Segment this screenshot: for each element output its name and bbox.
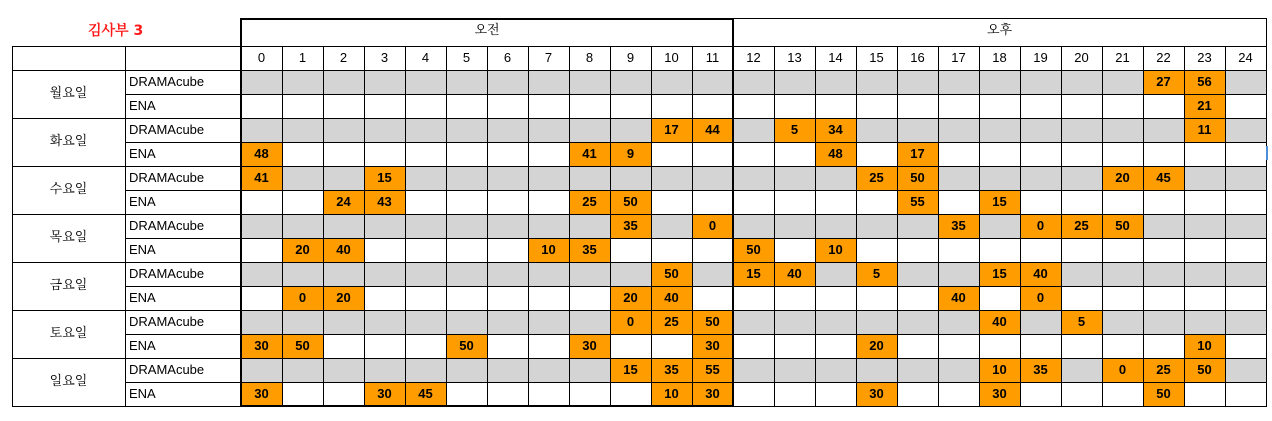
cell-value[interactable]: 30 bbox=[869, 386, 884, 401]
cell-value[interactable]: 15 bbox=[623, 362, 638, 377]
channel-label: DRAMAcube bbox=[129, 314, 205, 329]
day-label: 수요일 bbox=[49, 182, 88, 197]
cell-value[interactable]: 40 bbox=[992, 314, 1007, 329]
cell-value[interactable]: 43 bbox=[377, 194, 392, 209]
am-border bbox=[241, 18, 733, 20]
cell-value[interactable]: 10 bbox=[1197, 338, 1212, 353]
grid-line bbox=[125, 334, 1266, 335]
grid-line bbox=[12, 46, 1266, 47]
hour-header: 23 bbox=[1197, 50, 1212, 65]
cell-value[interactable]: 0 bbox=[626, 314, 635, 329]
grid-line bbox=[12, 310, 1266, 311]
grid-line bbox=[897, 46, 898, 407]
hour-header: 20 bbox=[1074, 50, 1089, 65]
hour-header: 6 bbox=[503, 50, 512, 65]
cell-value[interactable]: 15 bbox=[377, 170, 392, 185]
cell-value[interactable]: 40 bbox=[1033, 266, 1048, 281]
channel-label: DRAMAcube bbox=[129, 266, 205, 281]
day-label: 목요일 bbox=[49, 230, 88, 245]
cell-value[interactable]: 10 bbox=[992, 362, 1007, 377]
grid-line bbox=[12, 166, 1266, 167]
cell-value[interactable]: 17 bbox=[910, 146, 925, 161]
sheet-title: 김사부 3 bbox=[88, 23, 144, 39]
day-label: 일요일 bbox=[49, 374, 88, 389]
cell-value[interactable]: 48 bbox=[828, 146, 843, 161]
hour-header: 14 bbox=[828, 50, 843, 65]
channel-label: ENA bbox=[129, 290, 156, 305]
cell-value[interactable]: 11 bbox=[1197, 122, 1212, 137]
hour-header: 10 bbox=[664, 50, 679, 65]
hour-header: 0 bbox=[257, 50, 266, 65]
hour-header: 17 bbox=[951, 50, 966, 65]
grid-line bbox=[364, 46, 365, 407]
hour-header: 9 bbox=[626, 50, 635, 65]
cell-value[interactable]: 24 bbox=[336, 194, 351, 209]
cell-value[interactable]: 40 bbox=[664, 290, 679, 305]
grid-line bbox=[651, 46, 652, 407]
cell-value[interactable]: 10 bbox=[541, 242, 556, 257]
cell-value[interactable]: 15 bbox=[992, 266, 1007, 281]
cell-value[interactable]: 45 bbox=[418, 386, 433, 401]
hour-header: 12 bbox=[746, 50, 761, 65]
hour-header: 21 bbox=[1115, 50, 1130, 65]
grid-line bbox=[125, 142, 1266, 143]
schedule-row-bg bbox=[241, 142, 1266, 166]
hour-header: 24 bbox=[1238, 50, 1253, 65]
channel-label: DRAMAcube bbox=[129, 170, 205, 185]
cell-value[interactable]: 50 bbox=[295, 338, 310, 353]
grid-line bbox=[569, 46, 570, 407]
hour-header: 18 bbox=[992, 50, 1007, 65]
day-label: 화요일 bbox=[49, 134, 88, 149]
grid-line bbox=[12, 70, 1266, 71]
hour-header: 8 bbox=[585, 50, 594, 65]
grid-line bbox=[125, 286, 1266, 287]
cell-value[interactable]: 17 bbox=[664, 122, 679, 137]
schedule-row-bg bbox=[241, 286, 1266, 310]
cell-value[interactable]: 35 bbox=[951, 218, 966, 233]
cell-value[interactable]: 50 bbox=[910, 170, 925, 185]
channel-label: DRAMAcube bbox=[129, 74, 205, 89]
cell-value[interactable]: 50 bbox=[746, 242, 761, 257]
cell-value[interactable]: 20 bbox=[1115, 170, 1130, 185]
cell-value[interactable]: 50 bbox=[1115, 218, 1130, 233]
cell-value[interactable]: 56 bbox=[1197, 74, 1212, 89]
grid-line bbox=[979, 46, 980, 407]
cell-value[interactable]: 10 bbox=[664, 386, 679, 401]
schedule-row-bg bbox=[241, 118, 1266, 142]
cell-value[interactable]: 25 bbox=[1156, 362, 1171, 377]
hour-header: 5 bbox=[462, 50, 471, 65]
grid-line bbox=[323, 46, 324, 407]
grid-line bbox=[1102, 46, 1103, 407]
grid-line bbox=[1020, 46, 1021, 407]
cell-value[interactable]: 25 bbox=[1074, 218, 1089, 233]
cell-cursor-marker bbox=[1266, 146, 1268, 160]
grid-line bbox=[12, 214, 1266, 215]
grid-line bbox=[610, 46, 611, 407]
cell-value[interactable]: 20 bbox=[623, 290, 638, 305]
day-label: 토요일 bbox=[49, 326, 88, 341]
channel-label: ENA bbox=[129, 242, 156, 257]
grid-line bbox=[405, 46, 406, 407]
cell-value[interactable]: 44 bbox=[705, 122, 720, 137]
grid-line bbox=[938, 46, 939, 407]
grid-line bbox=[1061, 46, 1062, 407]
schedule-row-bg bbox=[241, 310, 1266, 334]
cell-value[interactable]: 30 bbox=[254, 338, 269, 353]
cell-value[interactable]: 34 bbox=[828, 122, 843, 137]
hour-header: 15 bbox=[869, 50, 884, 65]
period-header: 오전 bbox=[474, 23, 500, 38]
hour-header: 22 bbox=[1156, 50, 1171, 65]
cell-value[interactable]: 35 bbox=[623, 218, 638, 233]
cell-value[interactable]: 41 bbox=[254, 170, 269, 185]
grid-line bbox=[692, 46, 693, 407]
channel-label: ENA bbox=[129, 386, 156, 401]
cell-value[interactable]: 25 bbox=[869, 170, 884, 185]
grid-line bbox=[125, 382, 1266, 383]
hour-header: 16 bbox=[910, 50, 925, 65]
cell-value[interactable]: 50 bbox=[1197, 362, 1212, 377]
am-border bbox=[240, 18, 242, 407]
cell-value[interactable]: 15 bbox=[992, 194, 1007, 209]
cell-value[interactable]: 21 bbox=[1197, 98, 1212, 113]
hour-header: 2 bbox=[339, 50, 348, 65]
cell-value[interactable]: 0 bbox=[298, 290, 307, 305]
cell-value[interactable]: 25 bbox=[664, 314, 679, 329]
cell-value[interactable]: 9 bbox=[626, 146, 635, 161]
grid-line bbox=[1225, 46, 1226, 407]
grid-line bbox=[815, 46, 816, 407]
cell-value[interactable]: 25 bbox=[582, 194, 597, 209]
cell-value[interactable]: 55 bbox=[910, 194, 925, 209]
channel-label: DRAMAcube bbox=[129, 362, 205, 377]
cell-value[interactable]: 10 bbox=[828, 242, 843, 257]
hour-header: 13 bbox=[787, 50, 802, 65]
cell-value[interactable]: 20 bbox=[336, 290, 351, 305]
cell-value[interactable]: 30 bbox=[705, 338, 720, 353]
cell-value[interactable]: 40 bbox=[787, 266, 802, 281]
cell-value[interactable]: 50 bbox=[623, 194, 638, 209]
schedule-row-bg bbox=[241, 70, 1266, 94]
cell-value[interactable]: 35 bbox=[664, 362, 679, 377]
grid-line bbox=[125, 238, 1266, 239]
grid-line bbox=[528, 46, 529, 407]
channel-label: ENA bbox=[129, 98, 156, 113]
channel-label: ENA bbox=[129, 338, 156, 353]
cell-value[interactable]: 45 bbox=[1156, 170, 1171, 185]
cell-value[interactable]: 20 bbox=[295, 242, 310, 257]
am-border bbox=[732, 18, 734, 407]
day-label: 월요일 bbox=[49, 86, 88, 101]
cell-value[interactable]: 50 bbox=[1156, 386, 1171, 401]
cell-value[interactable]: 35 bbox=[582, 242, 597, 257]
cell-value[interactable]: 27 bbox=[1156, 74, 1171, 89]
cell-value[interactable]: 50 bbox=[705, 314, 720, 329]
channel-label: ENA bbox=[129, 194, 156, 209]
cell-value[interactable]: 30 bbox=[992, 386, 1007, 401]
hour-header: 11 bbox=[705, 50, 720, 65]
grid-line bbox=[125, 190, 1266, 191]
grid-line bbox=[12, 358, 1266, 359]
cell-value[interactable]: 0 bbox=[1118, 362, 1127, 377]
channel-label: DRAMAcube bbox=[129, 122, 205, 137]
grid-line bbox=[1143, 46, 1144, 407]
grid-line bbox=[125, 94, 1266, 95]
cell-value[interactable]: 41 bbox=[582, 146, 597, 161]
grid-line bbox=[282, 46, 283, 407]
cell-value[interactable]: 30 bbox=[377, 386, 392, 401]
grid-line bbox=[487, 46, 488, 407]
channel-label: ENA bbox=[129, 146, 156, 161]
channel-label: DRAMAcube bbox=[129, 218, 205, 233]
cell-value[interactable]: 0 bbox=[1036, 290, 1045, 305]
grid-line bbox=[1184, 46, 1185, 407]
cell-value[interactable]: 55 bbox=[705, 362, 720, 377]
cell-value[interactable]: 15 bbox=[746, 266, 761, 281]
hour-header: 4 bbox=[421, 50, 430, 65]
cell-value[interactable]: 50 bbox=[664, 266, 679, 281]
grid-line bbox=[12, 262, 1266, 263]
cell-value[interactable]: 20 bbox=[869, 338, 884, 353]
cell-value[interactable]: 5 bbox=[872, 266, 881, 281]
grid-line bbox=[446, 46, 447, 407]
hour-header: 3 bbox=[380, 50, 389, 65]
cell-value[interactable]: 30 bbox=[254, 386, 269, 401]
cell-value[interactable]: 48 bbox=[254, 146, 269, 161]
schedule-row-bg bbox=[241, 334, 1266, 358]
am-border bbox=[241, 405, 734, 407]
cell-value[interactable]: 30 bbox=[705, 386, 720, 401]
cell-value[interactable]: 5 bbox=[790, 122, 799, 137]
hour-header: 1 bbox=[298, 50, 307, 65]
cell-value[interactable]: 40 bbox=[951, 290, 966, 305]
cell-value[interactable]: 35 bbox=[1033, 362, 1048, 377]
hour-header: 7 bbox=[544, 50, 553, 65]
hour-header: 19 bbox=[1033, 50, 1048, 65]
grid-line bbox=[774, 46, 775, 407]
cell-value[interactable]: 50 bbox=[459, 338, 474, 353]
grid-line bbox=[125, 46, 126, 407]
grid-line bbox=[12, 46, 13, 407]
grid-line bbox=[12, 118, 1266, 119]
schedule-row-bg bbox=[241, 94, 1266, 118]
day-label: 금요일 bbox=[49, 278, 88, 293]
grid-line bbox=[1266, 18, 1267, 407]
cell-value[interactable]: 5 bbox=[1077, 314, 1086, 329]
period-header: 오후 bbox=[986, 23, 1013, 38]
grid-line bbox=[856, 46, 857, 407]
cell-value[interactable]: 30 bbox=[582, 338, 597, 353]
cell-value[interactable]: 0 bbox=[708, 218, 717, 233]
cell-value[interactable]: 40 bbox=[336, 242, 351, 257]
cell-value[interactable]: 0 bbox=[1036, 218, 1045, 233]
